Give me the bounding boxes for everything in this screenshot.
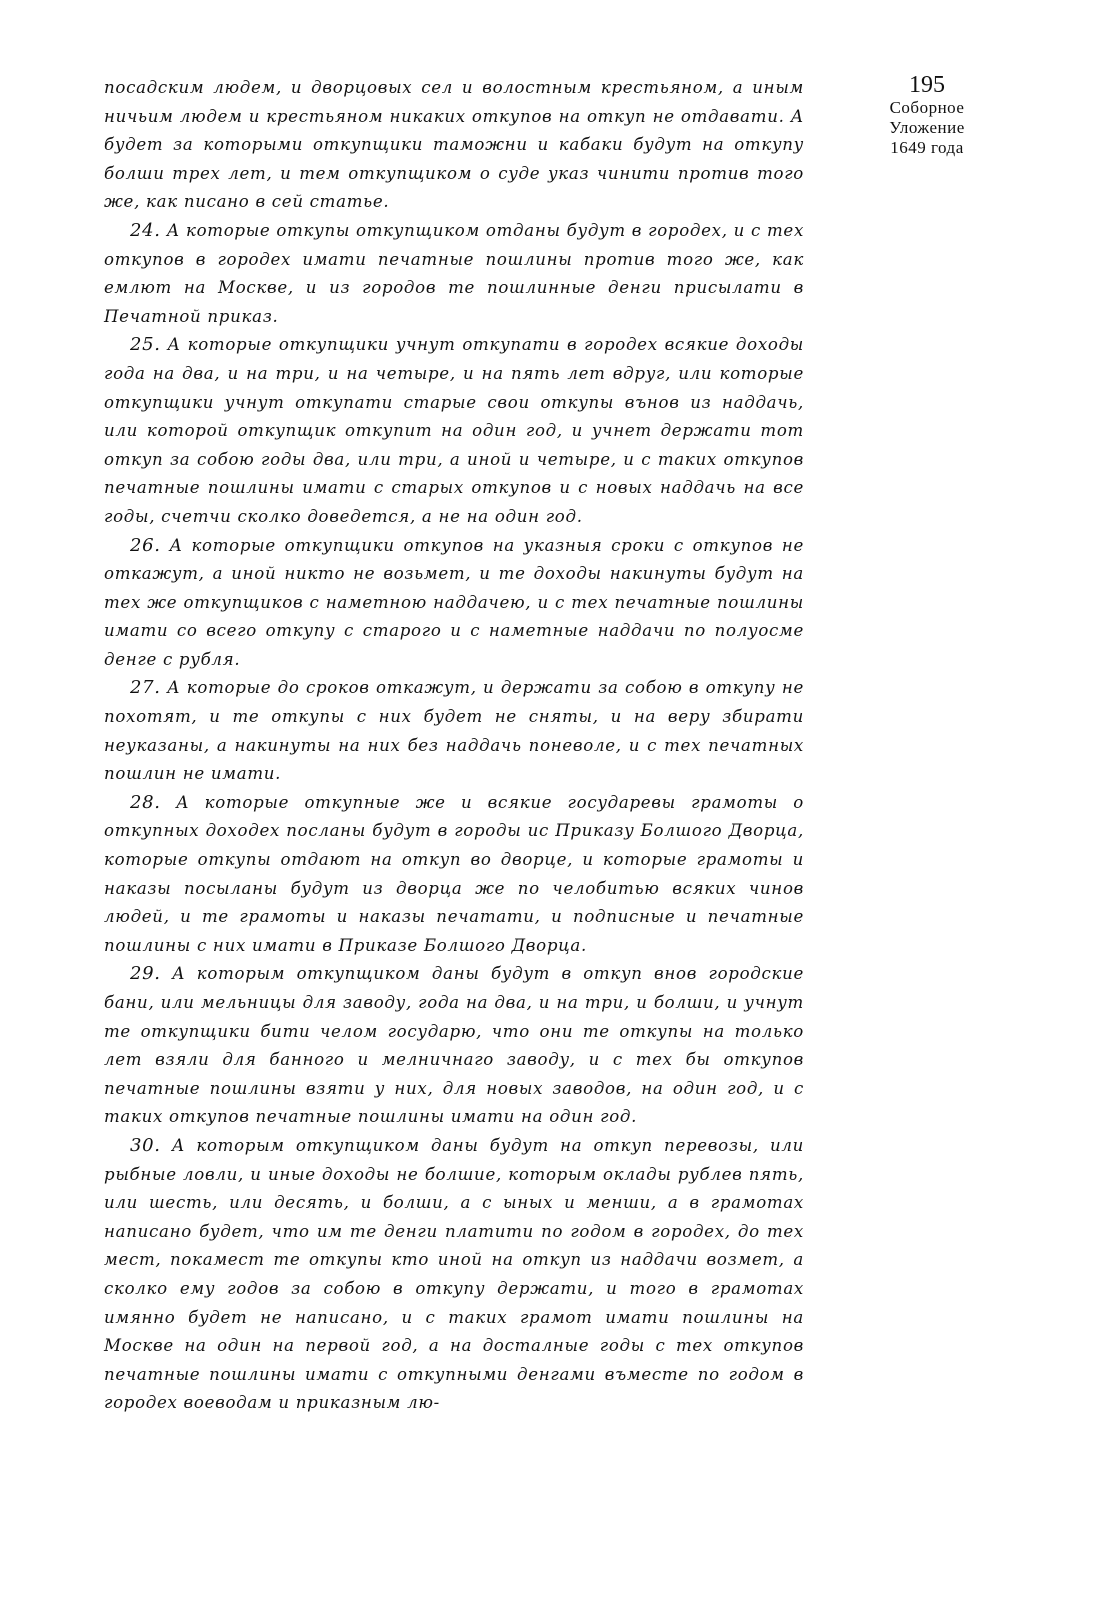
- article-number: 25.: [130, 334, 161, 356]
- article-25: [104, 331, 804, 531]
- running-title-line-1: Соборное: [889, 98, 965, 117]
- paragraph-text: посадским людем, и дворцовых сел и волостным крестьяном, а иным ничьим людем и крестьяном никаких откупов на откуп не отдавати. А будет за которыми откупщики таможни и кабаки будут на откупу болши трех лет, и тем откупщиком о суде указ чинити против того же, как писано в сей статье.: [104, 78, 804, 212]
- paragraph-text: А которым откупщиком даны будут на откуп перевозы, или рыбные ловли, и иные доходы не болшие, которым оклады рублев пять, или шесть, или десять, и болши, а с ыных и менши, а в грамотах написано будет, что им те денги платити по годом в городех, до тех мест, покамест те откупы кто иной на откуп из наддачи возмет, а сколко ему годов за собою в откупу держати, и того в грамотах имянно будет не написано, и с таких грамот имати пошлины на Москве на один на первой год, а на досталные годы с тех откупов печатные пошлины имати с откупными денгами въместе по годом в городех воеводам и приказным лю-: [104, 1135, 804, 1413]
- paragraph-text: А которые откупные же и всякие государевы грамоты о откупных доходех посланы будут в городы ис Приказу Болшого Дворца, которые откупы отдают на откуп во дворце, и которые грамоты и наказы посыланы будут из дворца же по челобитью всяких чинов людей, и те грамоты и наказы печатати, и подписные и печатные пошлины с них имати в Приказе Болшого Дворца.: [104, 792, 804, 955]
- article-30: [104, 1132, 804, 1418]
- article-number: 26.: [130, 534, 161, 556]
- page-number: 195: [909, 72, 945, 98]
- article-number: 24.: [130, 219, 161, 241]
- margin-note: [872, 72, 982, 158]
- article-number: 29.: [130, 963, 161, 985]
- paragraph-text: А которые откупщики учнут откупати в городех всякие доходы года на два, и на три, и на четыре, и на пять лет вдруг, или которые откупщики учнут откупати старые свои откупы вънов из наддачь, или которой откупщик откупит на один год, и учнет держати тот откуп за собою годы два, или три, а иной и четыре, и с таких откупов печатные пошлины имати с старых откупов и с новых наддачь на все годы, счетчи сколко доведется, а не на один год.: [104, 335, 805, 526]
- running-title-line-3: 1649 года: [890, 138, 964, 157]
- running-title-line-2: Уложение: [889, 118, 965, 137]
- paragraph-text: А которые откупщики откупов на указныя сроки с откупов не откажут, а иной никто не возьмет, и те доходы накинуты будут на тех же откупщиков с наметною наддачею, и с тех печатные пошлины имати со всего откупу с старого и с наметные наддачи по полуосме денге с рубля.: [104, 535, 804, 669]
- article-24: [104, 217, 804, 331]
- article-26: [104, 532, 804, 675]
- paragraph-text: А которые откупы откупщиком отданы будут в городех, и с тех откупов в городех имати печатные пошлины против того же, как емлют на Москве, и из городов те пошлинные денги присылати в Печатной приказ.: [104, 220, 804, 326]
- paragraph-continuation: [104, 74, 804, 217]
- article-29: [104, 960, 804, 1132]
- paragraph-text: А которые до сроков откажут, и держати за собою в откупу не похотят, и те откупы с них будет не сняты, и на веру збирати неуказаны, а накинуты на них без наддачь поневоле, и с тех печатных пошлин не имати.: [104, 678, 804, 784]
- body-text: [104, 74, 804, 1418]
- article-number: 27.: [130, 677, 161, 699]
- paragraph-text: А которым откупщиком даны будут в откуп внов городские бани, или мельницы для заводу, года на два, и на три, и болши, и учнут те откупщики бити челом государю, что они те откупы на только лет взяли для банного и мелничнаго заводу, и с тех бы откупов печатные пошлины взяти у них, для новых заводов, на один год, и с таких откупов печатные пошлины имати на один год.: [104, 964, 805, 1127]
- article-28: [104, 789, 804, 961]
- article-27: [104, 674, 804, 788]
- article-number: 30.: [130, 1134, 161, 1156]
- article-number: 28.: [130, 791, 161, 813]
